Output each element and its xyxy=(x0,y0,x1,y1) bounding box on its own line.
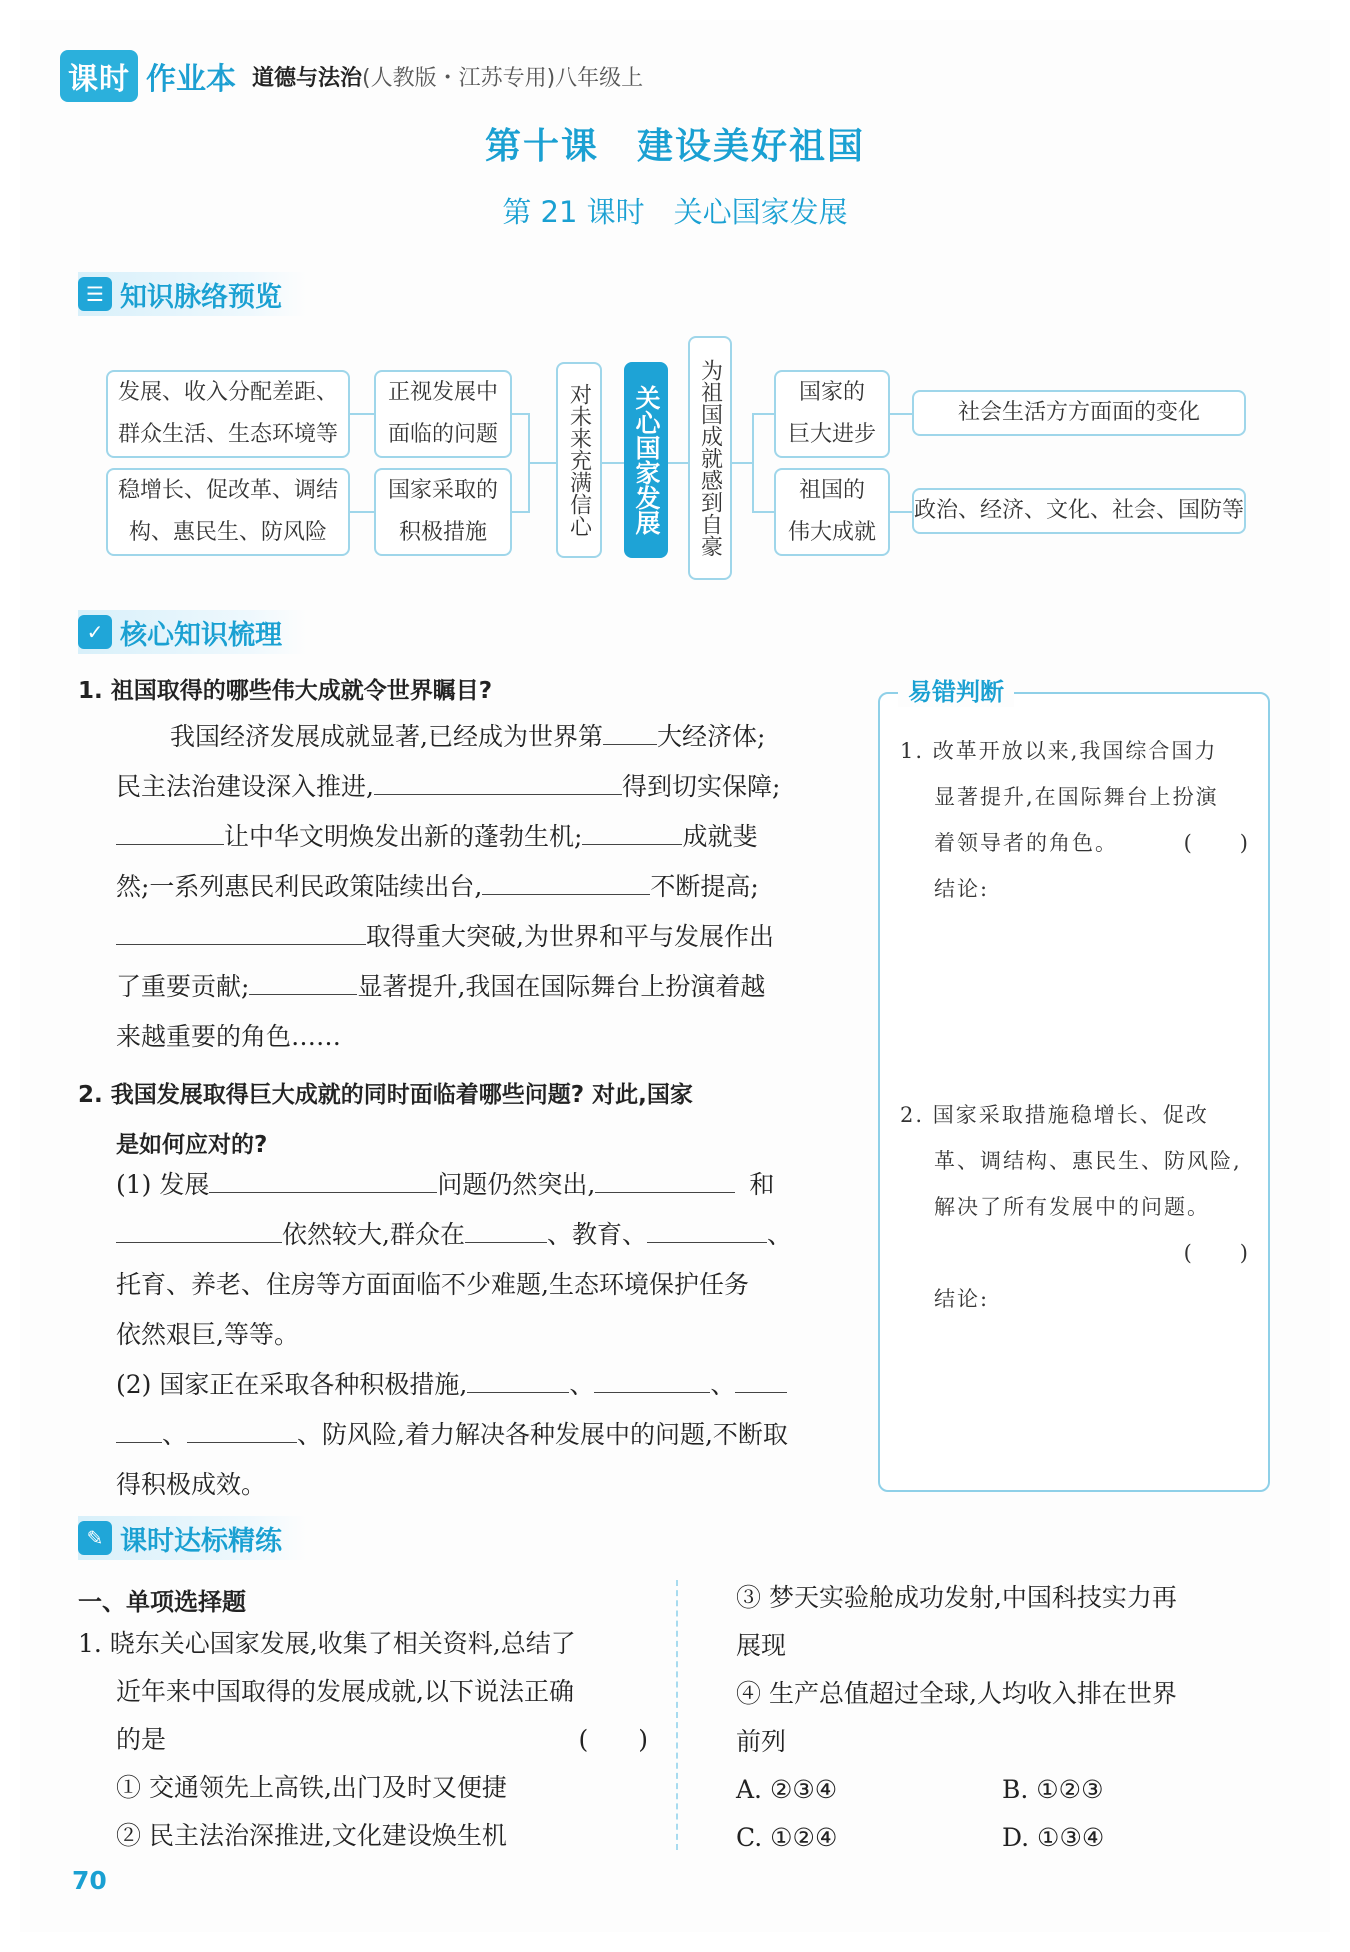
fill-blank[interactable] xyxy=(465,1216,547,1243)
answer-paren[interactable]: ( ) xyxy=(578,1725,648,1754)
fill-blank[interactable] xyxy=(467,1366,569,1393)
fill-blank[interactable] xyxy=(647,1216,767,1243)
option-b[interactable]: B. ①②③ xyxy=(1002,1775,1104,1804)
fill-blank[interactable] xyxy=(116,918,366,945)
map-vbox-center: 关心国家发展 xyxy=(624,362,668,558)
statement-2: ② 民主法治深推进,文化建设焕生机 xyxy=(116,1821,507,1850)
judgment-item-2: 2. 国家采取措施稳增长、促改 革、调结构、惠民生、防风险, 解决了所有发展中的问题。 ( ) 结论: xyxy=(900,1103,1250,1311)
section-title: 核心知识梳理 xyxy=(120,619,282,651)
option-d[interactable]: D. ①③④ xyxy=(1002,1823,1105,1852)
mistake-judgment-label: 易错判断 xyxy=(898,672,1014,707)
fill-blank[interactable] xyxy=(116,1416,162,1443)
logo-book-name: 作业本 xyxy=(146,62,236,97)
map-box-far-bottom: 政治、经济、文化、社会、国防等 xyxy=(912,488,1246,534)
lesson-title: 第十课 建设美好祖国 xyxy=(484,126,865,167)
map-box-left-top: 发展、收入分配差距、 群众生活、生态环境等 xyxy=(106,370,350,458)
practice-right-column: ③ 梦天实验舱成功发射,中国科技实力再 展现 ④ 生产总值超过全球,人均收入排在世界 前列 A. ②③④ B. ①②③ C. ①②④ D. ①③④ xyxy=(736,1574,1276,1862)
map-box-right-top: 国家的 巨大进步 xyxy=(774,370,890,458)
section-head-core xyxy=(78,610,306,654)
fill-blank[interactable] xyxy=(187,1416,297,1443)
map-box-left-bottom: 稳增长、促改革、调结 构、惠民生、防风险 xyxy=(106,468,350,556)
fill-blank[interactable] xyxy=(482,868,650,895)
statement-3: ③ 梦天实验舱成功发射,中国科技实力再 xyxy=(736,1583,1177,1612)
single-choice-heading: 一、单项选择题 xyxy=(78,1588,246,1616)
section-head-practice xyxy=(78,1516,306,1560)
pencil-icon: ✎ xyxy=(78,1521,112,1555)
section-title: 知识脉络预览 xyxy=(120,281,282,313)
header xyxy=(60,50,643,102)
option-a[interactable]: A. ②③④ xyxy=(736,1775,838,1804)
question-1-title: 1. 祖国取得的哪些伟大成就令世界瞩目? xyxy=(78,678,493,704)
page-number: 70 xyxy=(72,1866,107,1895)
fill-blank[interactable] xyxy=(582,818,682,845)
logo-tile: 课时 xyxy=(60,50,138,102)
map-box-mid-bottom: 国家采取的 积极措施 xyxy=(374,468,512,556)
map-vbox-proud: 为祖国成就感到自豪 xyxy=(688,336,732,580)
fill-blank[interactable] xyxy=(735,1366,787,1393)
answer-paren[interactable]: ( ) xyxy=(1183,1241,1250,1265)
map-box-mid-top: 正视发展中 面临的问题 xyxy=(374,370,512,458)
map-box-right-bottom: 祖国的 伟大成就 xyxy=(774,468,890,556)
statement-4: ④ 生产总值超过全球,人均收入排在世界 xyxy=(736,1679,1177,1708)
option-c[interactable]: C. ①②④ xyxy=(736,1823,838,1852)
fill-blank[interactable] xyxy=(249,968,357,995)
statement-1: ① 交通领先上高铁,出门及时又便捷 xyxy=(116,1773,507,1802)
fill-blank[interactable] xyxy=(374,768,622,795)
column-divider xyxy=(676,1580,678,1850)
fill-blank[interactable] xyxy=(209,1166,437,1193)
subject-name: 道德与法治 xyxy=(252,65,363,91)
period-title: 第 21 课时 关心国家发展 xyxy=(502,195,848,229)
practice-question-1: 1. 晓东关心国家发展,收集了相关资料,总结了 近年来中国取得的发展成就,以下说法正确 的是 ( ) ① 交通领先上高铁,出门及时又便捷 ② 民主法治深推进,文化建设焕生机 xyxy=(78,1620,648,1860)
answer-paren[interactable]: ( ) xyxy=(1183,831,1250,855)
question-2-title: 2. 我国发展取得巨大成就的同时面临着哪些问题? 对此,国家 是如何应对的? xyxy=(78,1082,693,1158)
judgment-item-1: 1. 改革开放以来,我国综合国力 显著提升,在国际舞台上扮演 着领导者的角色。 ( ) 结论: xyxy=(900,739,1250,901)
edition-text: (人教版・江苏专用)八年级上 xyxy=(362,65,644,91)
stack-icon: ☰ xyxy=(78,277,112,311)
fill-blank[interactable] xyxy=(594,1366,710,1393)
question-1-body: 我国经济发展成就显著,已经成为世界第 大经济体; 民主法治建设深入推进, 得到切实保障; 让中华文明焕发出新的蓬勃生机; 成就斐 然;一系列惠民利民政策陆续出台, 不断提高; 取得重大突破,为世界和平与发展作出 了重要贡献; 显著提升,我国在国际舞台上扮演着越 来越重要的角色…… xyxy=(116,712,846,1062)
fill-blank[interactable] xyxy=(116,818,224,845)
fill-blank[interactable] xyxy=(595,1166,735,1193)
section-head-preview xyxy=(78,272,306,316)
fill-blank[interactable] xyxy=(603,718,657,745)
fill-blank[interactable] xyxy=(116,1216,282,1243)
map-box-far-top: 社会生活方方面面的变化 xyxy=(912,390,1246,436)
checkbox-icon: ✓ xyxy=(78,615,112,649)
section-title: 课时达标精练 xyxy=(120,1525,282,1557)
question-2-body: (1) 发展 问题仍然突出, 和 依然较大,群众在 、教育、 、 托育、养老、住房等方面面临不少难题,生态环境保护任务 依然艰巨,等等。 (2) 国家正在采取各种积极措施, 、 、 、 、防风险,着力解决各种发展中的问题,不断取 得积极成效。 xyxy=(116,1160,846,1510)
map-vbox-future: 对未来充满信心 xyxy=(556,362,602,558)
